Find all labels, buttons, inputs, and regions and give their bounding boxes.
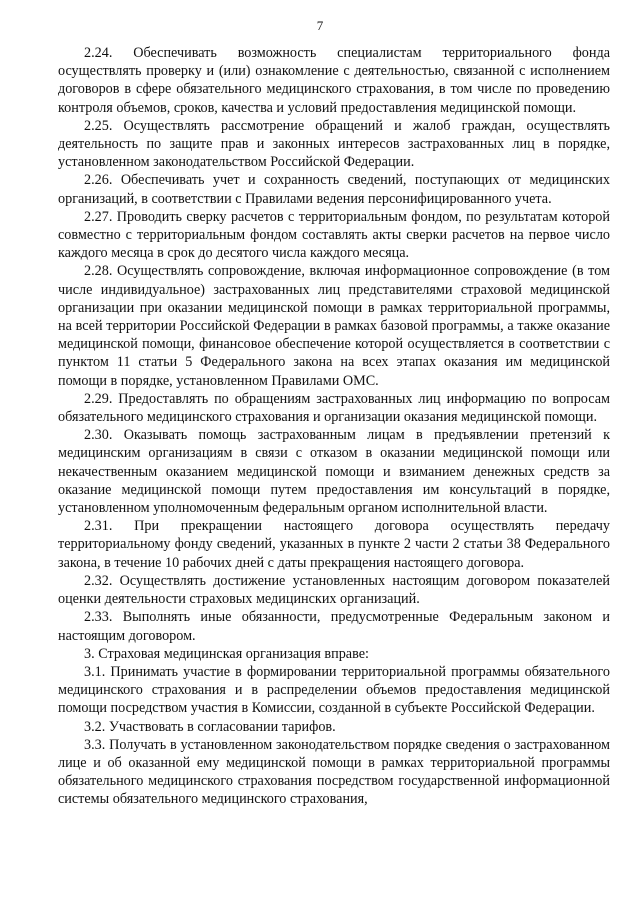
clause-2-25: 2.25. Осуществлять рассмотрение обращений и жалоб граждан, осуществлять деятельность по защите прав и законных интересов застрахованных лиц в порядке, установленном законодательством Российской Федерации. <box>58 117 610 171</box>
clause-3-3: 3.3. Получать в установленном законодательством порядке сведения о застрахованном лице и об оказанной ему медицинской помощи в рамках территориальной программы обязательного медицинского страхования посредством государственной информационной системы обязательного медицинского страхования, <box>58 736 610 808</box>
clause-2-30: 2.30. Оказывать помощь застрахованным лицам в предъявлении претензий к медицинским организациям в связи с отказом в оказании медицинской помощи или некачественным оказанием медицинской помощи и взиманием денежных средств за оказание медицинской помощи путем предоставления им консультаций в порядке, установленном уполномоченным федеральным органом исполнительной власти. <box>58 427 610 517</box>
clause-2-29: 2.29. Предоставлять по обращениям застрахованных лиц информацию по вопросам обязательного медицинского страхования и организации оказания медицинской помощи. <box>58 390 610 426</box>
page-number: 7 <box>316 18 324 33</box>
clause-2-31: 2.31. При прекращении настоящего договора осуществлять передачу территориальному фонду сведений, указанных в пункте 2 части 2 статьи 38 Федерального закона, в течение 10 рабочих дней с даты прекращения настоящего договора. <box>58 518 610 571</box>
clause-2-32: 2.32. Осуществлять достижение установленных настоящим договором показателей оценки деятельности страховых медицинских организаций. <box>58 572 610 608</box>
clause-3-2: 3.2. Участвовать в согласовании тарифов. <box>84 718 336 735</box>
clause-2-28: 2.28. Осуществлять сопровождение, включая информационное сопровождение (в том числе индивидуальное) застрахованных лиц представителями страховой медицинской организации при оказании медицинской помощи в рамках территориальной программы, на всей территории Российской Федерации в рамках базовой программы, а также оказание медицинской помощи, финансовое обеспечение которой осуществляется в соответствии с пунктом 11 статьи 5 Федерального закона на всех этапах оказания им медицинской помощи в порядке, установленном Правилами ОМС. <box>58 263 610 389</box>
clause-2-33: 2.33. Выполнять иные обязанности, предусмотренные Федеральным законом и настоящим договором. <box>58 609 610 644</box>
clause-2-24: 2.24. Обеспечивать возможность специалистам территориального фонда осуществлять проверку и (или) ознакомление с деятельностью, связанной с исполнением договоров в сфере обязательного медицинского страхования, в том числе по проведению контроля объемов, сроков, качества и условий предоставления медицинской помощи. <box>58 45 610 116</box>
document-body <box>58 44 610 809</box>
clause-3-1: 3.1. Принимать участие в формировании территориальной программы обязательного медицинского страхования и в распределении объемов предоставления медицинской помощи посредством участия в Комиссии, созданной в субъекте Российской Федерации. <box>58 663 610 717</box>
clause-2-26: 2.26. Обеспечивать учет и сохранность сведений, поступающих от медицинских организаций, в соответствии с Правилами ведения персонифицированного учета. <box>58 172 610 207</box>
section-3-heading: 3. Страховая медицинская организация вправе: <box>84 645 369 662</box>
clause-2-27: 2.27. Проводить сверку расчетов с территориальным фондом, по результатам которой совместно с территориальным фондом составлять акты сверки расчетов на первое число каждого месяца в срок до десятого числа каждого месяца. <box>58 208 610 262</box>
